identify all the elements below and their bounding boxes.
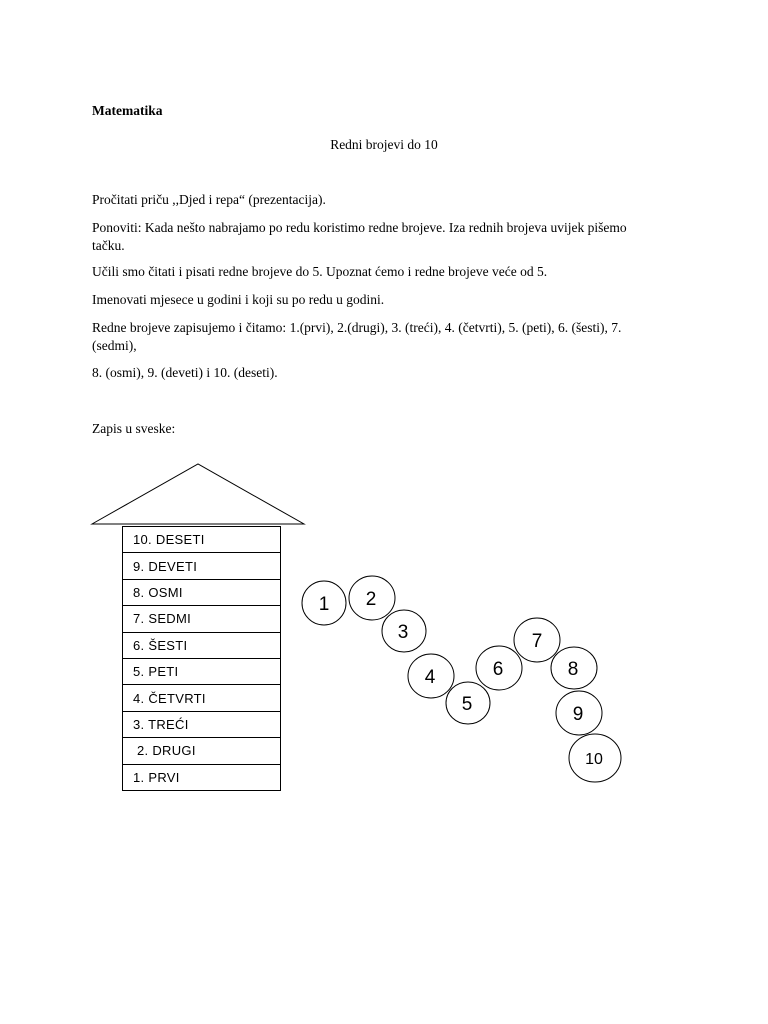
- instruction-paragraph: 8. (osmi), 9. (deveti) i 10. (deseti).: [92, 365, 278, 380]
- number-circle: [349, 576, 395, 620]
- worksheet-title: Redni brojevi do 10: [330, 137, 438, 152]
- ladder-rung: 3. TREĆI: [123, 712, 280, 738]
- number-circle-label: 3: [397, 622, 409, 643]
- number-circle: [408, 654, 454, 698]
- ladder-rung: 7. SEDMI: [123, 606, 280, 632]
- number-circle-label: 10: [585, 751, 603, 768]
- ladder-rung: 5. PETI: [123, 659, 280, 685]
- number-circle: [302, 581, 346, 625]
- number-circle: [551, 647, 597, 689]
- instruction-paragraph: Ponoviti: Kada nešto nabrajamo po redu koristimo redne brojeve. Iza rednih brojeva uvijek pišemo tačku.: [92, 220, 627, 253]
- number-circle-label: 4: [424, 667, 436, 688]
- number-circle-label: 2: [365, 589, 377, 610]
- ladder-rung: 9. DEVETI: [123, 553, 280, 579]
- number-circle: [446, 682, 490, 724]
- number-circle: [569, 734, 621, 782]
- number-circle: [476, 646, 522, 690]
- ladder-rung: 8. OSMI: [123, 580, 280, 606]
- number-circle-label: 8: [567, 659, 579, 680]
- instruction-paragraph: Imenovati mjesece u godini i koji su po redu u godini.: [92, 292, 385, 307]
- number-circle: [556, 691, 602, 735]
- ladder-rung: 2. DRUGI: [123, 738, 280, 764]
- ladder-rung: 1. PRVI: [123, 765, 280, 791]
- subject-heading: Matematika: [92, 103, 163, 118]
- number-circle-label: 7: [531, 631, 543, 652]
- instruction-paragraph: Učili smo čitati i pisati redne brojeve do 5. Upoznat ćemo i redne brojeve veće od 5.: [92, 264, 548, 279]
- number-circle-label: 9: [572, 704, 584, 725]
- ladder-rung: 6. ŠESTI: [123, 633, 280, 659]
- number-circle: [382, 610, 426, 652]
- number-circle-label: 6: [492, 659, 504, 680]
- instruction-paragraph: Redne brojeve zapisujemo i čitamo: 1.(prvi), 2.(drugi), 3. (treći), 4. (četvrti), 5. (peti), 6. (šesti), 7. (sedmi),: [92, 320, 622, 353]
- ladder-rung: 10. DESETI: [123, 527, 280, 553]
- notebook-label: Zapis u sveske:: [92, 421, 176, 436]
- instruction-paragraph: Pročitati priču ,,Djed i repa“ (prezentacija).: [92, 192, 326, 207]
- number-circle-label: 5: [461, 694, 473, 715]
- ladder-rung: 4. ČETVRTI: [123, 685, 280, 711]
- number-circle: [514, 618, 560, 662]
- number-circle-label: 1: [318, 594, 330, 615]
